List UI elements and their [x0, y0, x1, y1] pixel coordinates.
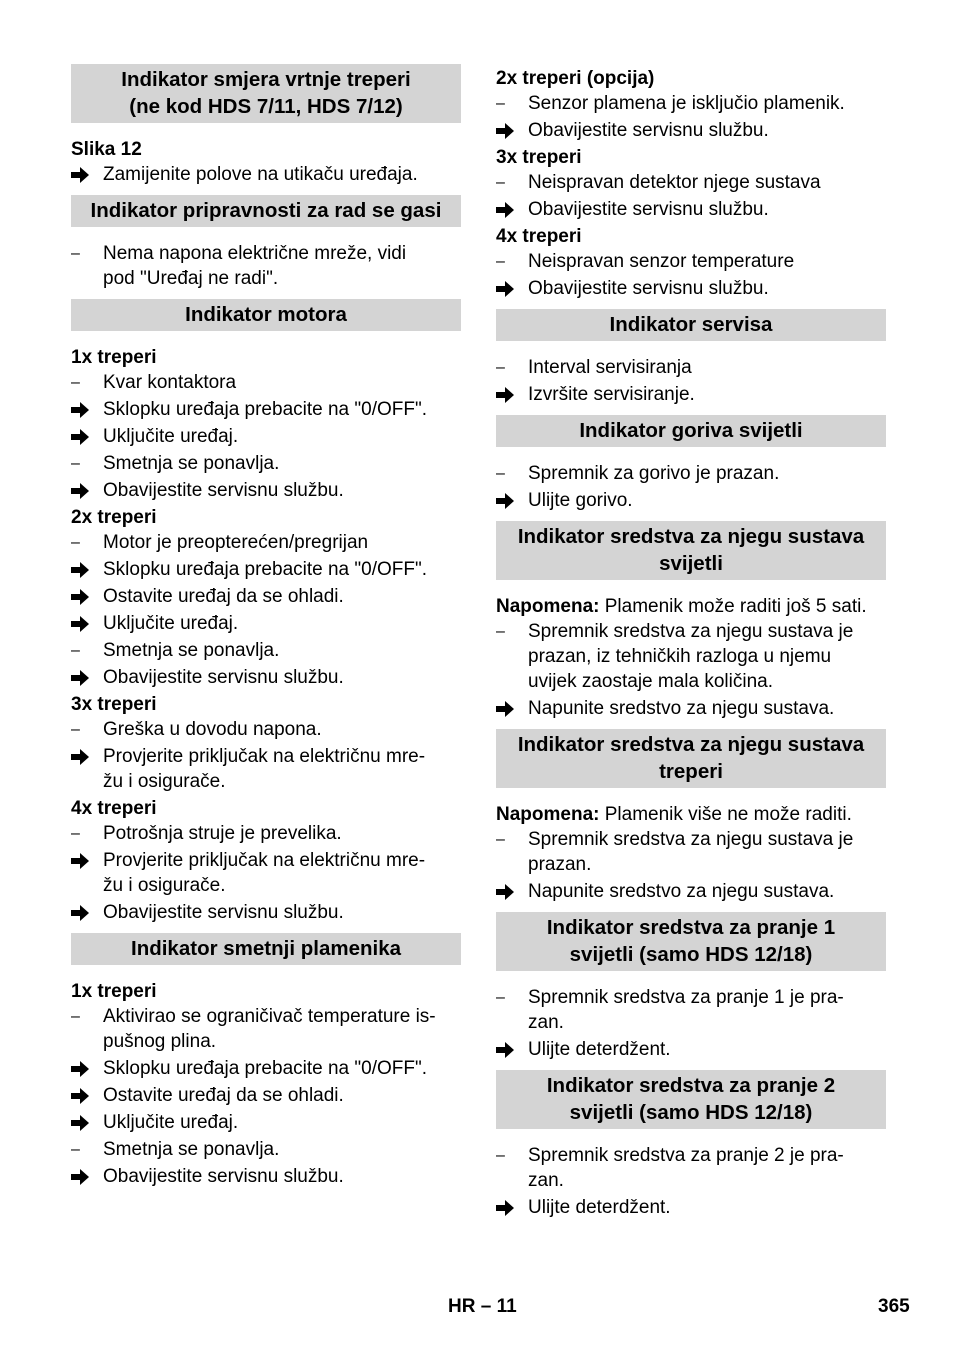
cause-item	[496, 619, 886, 694]
cause-item	[496, 827, 886, 877]
right-column	[496, 64, 886, 1222]
cause-item	[71, 241, 461, 291]
action-step	[496, 1195, 886, 1220]
item-text: Greška u dovodu napona.	[103, 719, 322, 740]
action-step	[71, 900, 461, 925]
item-text: Obavijestite servisnu službu.	[528, 199, 769, 220]
arrow-right-icon	[71, 478, 95, 506]
subheading: 4x treperi	[71, 798, 157, 819]
arrow-right-icon	[71, 557, 95, 585]
subheading: 3x treperi	[496, 147, 582, 168]
item-text: Smetnja se ponavlja.	[103, 1139, 280, 1160]
dash-bullet: –	[496, 95, 505, 112]
item-text: Sklopku uređaja prebacite na "0/OFF".	[103, 399, 427, 420]
cause-item	[71, 1004, 461, 1054]
arrow-right-icon	[71, 611, 95, 639]
arrow-right-icon	[496, 1195, 520, 1223]
item-text: Obavijestite servisnu službu.	[528, 120, 769, 141]
item-text: Uključite uređaj.	[103, 1112, 239, 1133]
action-step	[71, 1164, 461, 1189]
arrow-right-icon	[71, 1110, 95, 1138]
action-step	[496, 696, 886, 721]
left-column	[71, 64, 461, 1191]
arrow-right-icon	[496, 197, 520, 225]
dash-bullet: –	[496, 253, 505, 270]
arrow-right-icon	[496, 488, 520, 516]
page-number: 365	[878, 1296, 910, 1317]
subheading: 1x treperi	[71, 981, 157, 1002]
note-text: Plamenik može raditi još 5 sati.	[599, 596, 867, 617]
subheading: 3x treperi	[71, 694, 157, 715]
subheading: Slika 12	[71, 139, 142, 160]
item-text: Ulijte deterdžent.	[528, 1039, 671, 1060]
section-heading: Indikator smjera vrtnje treperi (ne kod HDS 7/11, HDS 7/12)	[71, 64, 461, 123]
arrow-right-icon	[71, 1056, 95, 1084]
section-heading: Indikator goriva svijetli	[496, 415, 886, 447]
dash-bullet: –	[496, 1147, 505, 1164]
arrow-right-icon	[71, 665, 95, 693]
item-text: Motor je preopterećen/pregrijan	[103, 532, 369, 553]
note	[496, 594, 886, 619]
action-step	[71, 611, 461, 636]
action-step	[71, 478, 461, 503]
cause-item	[71, 638, 461, 663]
item-text: Obavijestite servisnu službu.	[103, 1166, 344, 1187]
item-text: Ostavite uređaj da se ohladi.	[103, 1085, 344, 1106]
note	[496, 802, 886, 827]
action-step	[71, 557, 461, 582]
action-step	[71, 1110, 461, 1135]
action-step	[496, 276, 886, 301]
dash-bullet: –	[496, 623, 505, 640]
arrow-right-icon	[71, 1164, 95, 1192]
dash-bullet: –	[71, 1008, 80, 1025]
action-step	[71, 744, 461, 794]
arrow-right-icon	[71, 1083, 95, 1111]
dash-bullet: –	[496, 465, 505, 482]
item-text: Interval servisiranja	[528, 357, 692, 378]
dash-bullet: –	[71, 455, 80, 472]
item-text: Senzor plamena je isključio plamenik.	[528, 93, 845, 114]
note-label: Napomena:	[496, 804, 600, 825]
action-step	[496, 382, 886, 407]
cause-item	[496, 355, 886, 380]
cause-item	[71, 821, 461, 846]
dash-bullet: –	[71, 374, 80, 391]
action-step	[496, 1037, 886, 1062]
item-text: Sklopku uređaja prebacite na "0/OFF".	[103, 1058, 427, 1079]
action-step	[496, 879, 886, 904]
item-text: Obavijestite servisnu službu.	[103, 902, 344, 923]
item-text: Spremnik sredstva za njegu sustava je prazan.	[528, 829, 854, 875]
arrow-right-icon	[496, 118, 520, 146]
item-text: Smetnja se ponavlja.	[103, 453, 280, 474]
item-text: Napunite sredstvo za njegu sustava.	[528, 698, 835, 719]
arrow-right-icon	[71, 424, 95, 452]
note-label: Napomena:	[496, 596, 600, 617]
dash-bullet: –	[496, 831, 505, 848]
section-heading: Indikator pripravnosti za rad se gasi	[71, 195, 461, 227]
dash-bullet: –	[71, 825, 80, 842]
cause-item	[496, 461, 886, 486]
item-text: Spremnik sredstva za pranje 2 je pra- zan.	[528, 1145, 844, 1191]
dash-bullet: –	[71, 1141, 80, 1158]
arrow-right-icon	[71, 848, 95, 876]
item-text: Ostavite uređaj da se ohladi.	[103, 586, 344, 607]
section-heading: Indikator smetnji plamenika	[71, 933, 461, 965]
item-text: Spremnik za gorivo je prazan.	[528, 463, 780, 484]
dash-bullet: –	[71, 721, 80, 738]
action-step	[496, 197, 886, 222]
subheading: 2x treperi	[71, 507, 157, 528]
item-text: Izvršite servisiranje.	[528, 384, 695, 405]
item-text: Napunite sredstvo za njegu sustava.	[528, 881, 835, 902]
arrow-right-icon	[496, 276, 520, 304]
item-text: Provjerite priključak na električnu mre- žu i osigurače.	[103, 746, 426, 792]
item-text: Obavijestite servisnu službu.	[528, 278, 769, 299]
action-step	[71, 1083, 461, 1108]
action-step	[71, 162, 461, 187]
cause-item	[71, 530, 461, 555]
cause-item	[71, 451, 461, 476]
item-text: Kvar kontaktora	[103, 372, 237, 393]
dash-bullet: –	[71, 534, 80, 551]
section-heading: Indikator sredstva za njegu sustava svijetli	[496, 521, 886, 580]
item-text: Obavijestite servisnu službu.	[103, 480, 344, 501]
cause-item	[496, 91, 886, 116]
cause-item	[71, 1137, 461, 1162]
dash-bullet: –	[496, 174, 505, 191]
section-heading: Indikator sredstva za pranje 2 svijetli (samo HDS 12/18)	[496, 1070, 886, 1129]
cause-item	[496, 170, 886, 195]
item-text: Spremnik sredstva za pranje 1 je pra- zan.	[528, 987, 844, 1033]
item-text: Uključite uređaj.	[103, 613, 239, 634]
cause-item	[496, 985, 886, 1035]
item-text: Neispravan detektor njege sustava	[528, 172, 821, 193]
arrow-right-icon	[496, 879, 520, 907]
action-step	[71, 848, 461, 898]
item-text: Provjerite priključak na električnu mre- žu i osigurače.	[103, 850, 426, 896]
item-text: Aktivirao se ograničivač temperature is- pušnog plina.	[103, 1006, 436, 1052]
item-text: Obavijestite servisnu službu.	[103, 667, 344, 688]
section-heading: Indikator sredstva za njegu sustava treperi	[496, 729, 886, 788]
action-step	[71, 584, 461, 609]
action-step	[496, 488, 886, 513]
arrow-right-icon	[71, 744, 95, 772]
item-text: Neispravan senzor temperature	[528, 251, 795, 272]
arrow-right-icon	[71, 584, 95, 612]
item-text: Nema napona električne mreže, vidi pod "Uređaj ne radi".	[103, 243, 407, 289]
item-text: Ulijte gorivo.	[528, 490, 633, 511]
cause-item	[71, 717, 461, 742]
item-text: Uključite uređaj.	[103, 426, 239, 447]
item-text: Potrošnja struje je prevelika.	[103, 823, 342, 844]
action-step	[71, 424, 461, 449]
arrow-right-icon	[71, 900, 95, 928]
subheading: 2x treperi (opcija)	[496, 68, 655, 89]
arrow-right-icon	[71, 162, 95, 190]
section-page-label: HR – 11	[448, 1296, 517, 1317]
dash-bullet: –	[71, 245, 80, 262]
item-text: Spremnik sredstva za njegu sustava je prazan, iz tehničkih razloga u njemu uvijek zaostaje mala količina.	[528, 621, 854, 692]
item-text: Smetnja se ponavlja.	[103, 640, 280, 661]
section-heading: Indikator motora	[71, 299, 461, 331]
arrow-right-icon	[496, 1037, 520, 1065]
note-text: Plamenik više ne može raditi.	[599, 804, 852, 825]
dash-bullet: –	[71, 642, 80, 659]
arrow-right-icon	[71, 397, 95, 425]
action-step	[71, 397, 461, 422]
cause-item	[71, 370, 461, 395]
cause-item	[496, 249, 886, 274]
section-heading: Indikator servisa	[496, 309, 886, 341]
dash-bullet: –	[496, 359, 505, 376]
action-step	[71, 665, 461, 690]
arrow-right-icon	[496, 696, 520, 724]
item-text: Ulijte deterdžent.	[528, 1197, 671, 1218]
cause-item	[496, 1143, 886, 1193]
arrow-right-icon	[496, 382, 520, 410]
section-heading: Indikator sredstva za pranje 1 svijetli (samo HDS 12/18)	[496, 912, 886, 971]
item-text: Sklopku uređaja prebacite na "0/OFF".	[103, 559, 427, 580]
action-step	[496, 118, 886, 143]
subheading: 4x treperi	[496, 226, 582, 247]
dash-bullet: –	[496, 989, 505, 1006]
item-text: Zamijenite polove na utikaču uređaja.	[103, 164, 418, 185]
action-step	[71, 1056, 461, 1081]
subheading: 1x treperi	[71, 347, 157, 368]
